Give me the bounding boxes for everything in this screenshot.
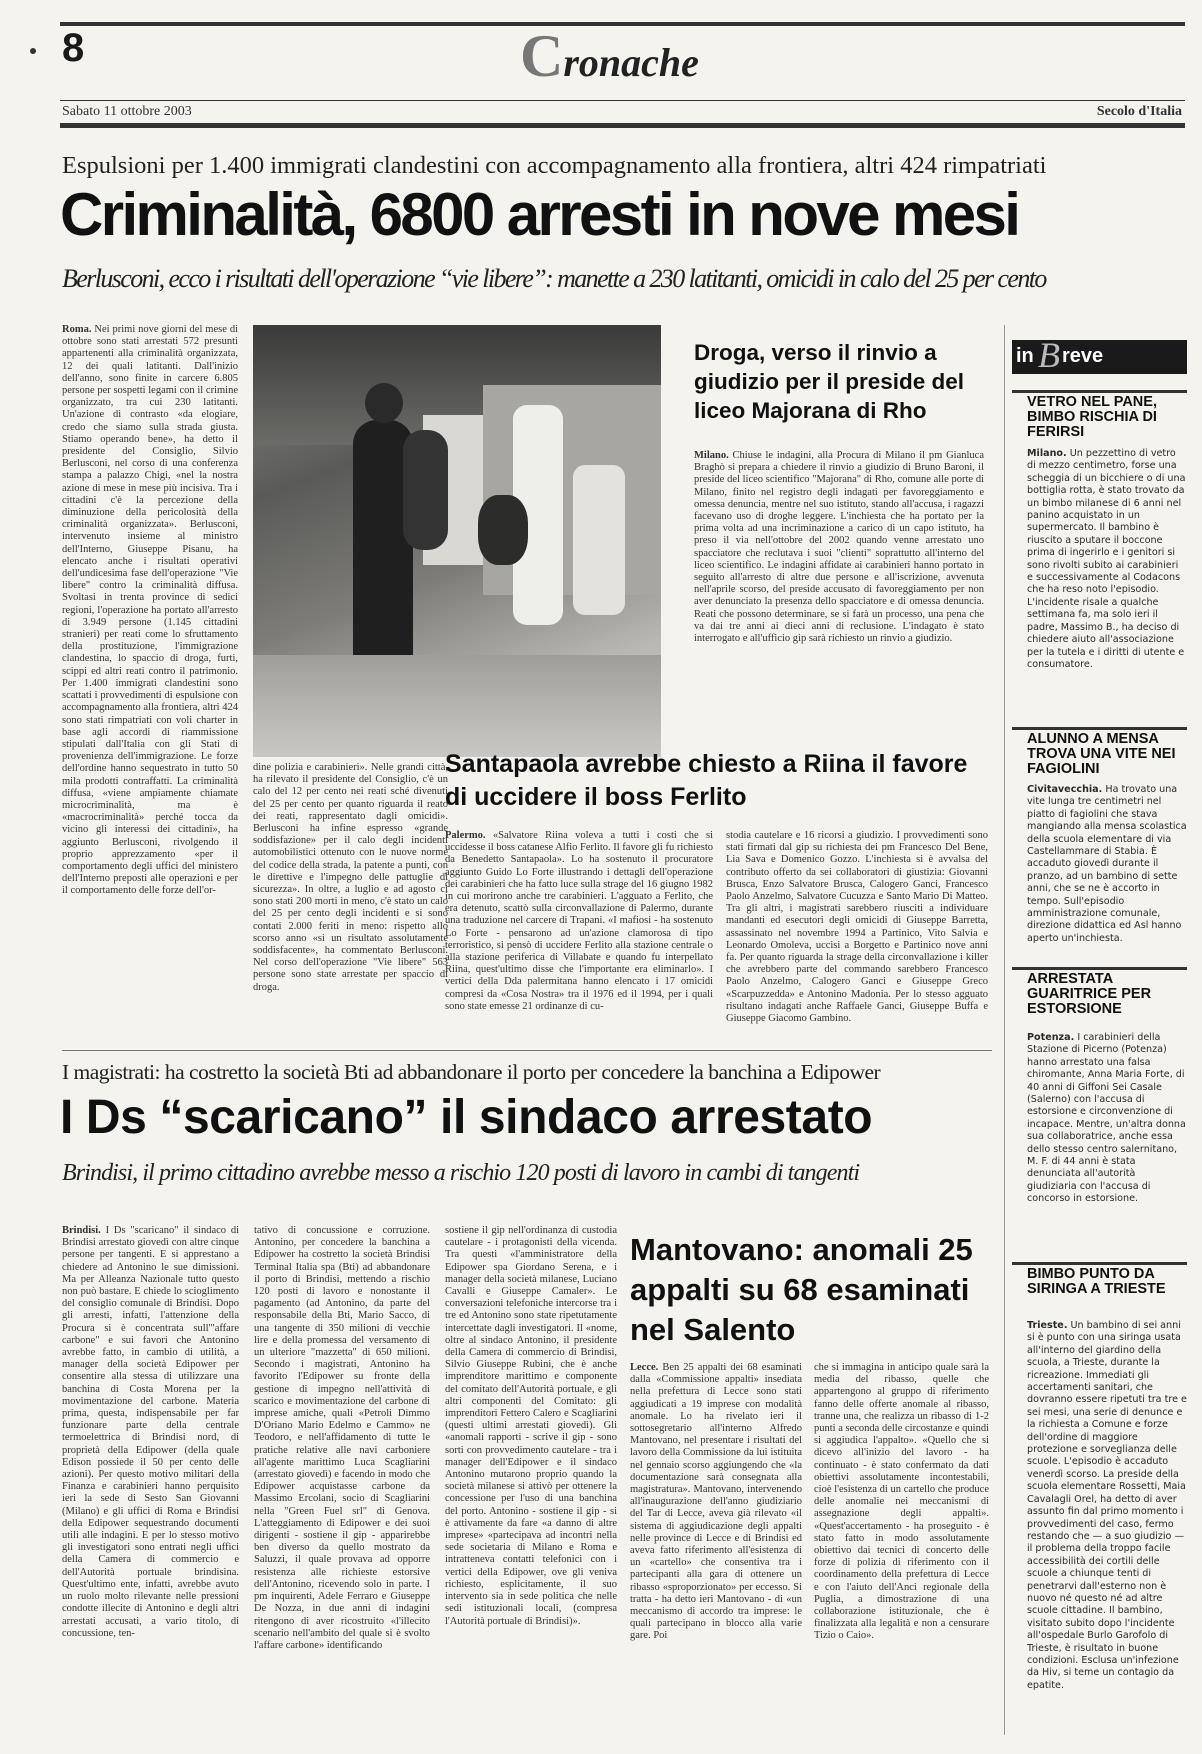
brindisi-column-1: [62, 1225, 239, 1735]
breve-4-body: Un bambino di sei anni si è punto con una siringa usata all'interno del giardino della scuola, a Trieste, durante la ricreazione. Immediati gli accertamenti sanitari, che dovranno essere ripetuti tra tre e sei mesi, una serie di denunce e la richiesta a Comune e forze dell'ordine di maggiore protezione e sorveglianza delle scuole. L'episodio è accaduto venerdì scorso. La preside della scuola elementare Rossetti, Maia Cavalagli Orel, ha detto di aver assunto fin dal primo momento i provvedimenti del caso, fermo restando che — a suo giudizio — il problema della troppo facile accessibilità dei cortili delle scuole a chiunque tenti di penetrarvi dall'esterno non è nuovo né questo né ad altre scuole cittadine. Il bambino, visitato subito dopo l'incidente all'ospedale Burlo Garofolo di Trieste, è risultato in buone condizioni. Esclusa un'infezione da Hiv, si teme un contagio da epatite.: [1027, 1320, 1187, 1691]
santapaola-column-1: [445, 830, 713, 1017]
santapaola-column-2: stodia cautelare e 16 ricorsi a giudizio. I provvedimenti sono stati firmati dal gip su richiesta dei pm Francesco Del Bene, Lia Sava e Domenico Gozzo. L'inchiesta si è avvalsa del contributo offerto da sei collaboratori di giustizia: Giovanni Brusca, Enzo Salvatore Brusca, Calogero Ganci, Francesco Paolo Anzelmo, Salvatore Cucuzza e Santo Mario Di Matteo. Tra gli altri, i magistrati sarebbero riusciti a individuare mandanti ed esecutori degli omicidi di Giuseppe Barretta, assassinato nel novembre 1994 a Partinico, Vito Salvia e Leonardo Omoleva, uccisi a Borgetto e Partinico nove anni fa. Per quanto riguarda la strage della circonvallazione i killer che avrebbero parte del commando sarebbero Francesco Paolo Anzelmo, Calogero Ganci e Giuseppe Greco «Scarpuzzedda» e Antonino Madonia. Per lo stesso agguato risultano indagati anche Raffaele Ganci, Giuseppe Buffa e Giuseppe Giacomo Gambino.: [726, 830, 988, 1025]
inbreve-b: B: [1038, 335, 1060, 375]
inbreve-in: in: [1016, 345, 1034, 367]
mantovano-dateline: Lecce.: [630, 1362, 659, 1373]
mantovano-column-1: [630, 1362, 802, 1735]
lead-kicker: Espulsioni per 1.400 immigrati clandestini con accompagnamento alla frontiera, altri 424 rimpatriati: [62, 152, 1047, 179]
section-title: [520, 22, 699, 91]
mantovano-col1-text: Ben 25 appalti dei 68 esaminati dalla «Commissione appalti» insediata nella prefettura di Lecce sono stati aggiudicati a 19 imprese con modalità anomale. Lo ha rivelato ieri il sottosegretario all'interno Alfredo Mantovano, nel presentare i risultati del lavoro della Commissione da lui istituita nel gennaio scorso aggiungendo che «la documentazione sarà consegnata alla magistratura». Mantovano, intervenendo all'inaugurazione dell'anno giudiziario del Tar di Lecce, aveva già rilevato «il sistema di aggiudicazione degli appalti nelle province di Lecce e di Brindisi ed aveva fatto riferimento all'esistenza di un «cartello» che consentiva tra i partecipanti alla gara di ottenere un ribasso «sproporzionato» per eccesso. Si tratta - ha detto ieri Mantovano - di «un meccanismo di accordo tra imprese: le quali partecipano in blocco alla varie gare. Poi: [630, 1362, 802, 1642]
brindisi-column-2: tativo di concussione e corruzione. Antonino, per concedere la banchina a Edipower ha costretto la società Brindisi Terminal Italia spa (Bti) ad abbandonare il porto di Brindisi, mettendo a rischio 120 posti di lavoro e nonostante il pagamento (ad Antonino, da parte del responsabile della Bti, Mario Sacco, di una tangente di 350 milioni di vecchie lire e della promessa del versamento di un ulteriore "mazzetta" di 650 milioni. Secondo i magistrati, Antonino ha favorito l'Edipower su fronte della gestione di impegno nell'attività di scarico e movimentazione del carbone di imprese amiche, quali «Petroli Dimmo D'Oriano Mario Edelmo e Cammo» ne Teodoro, e nell'affidamento di tutte le pratiche relative alle navi carboniere all'agente marittimo Luca Scagliarini (arrestato giovedì) e facendo in modo che Edipower acquistasse carbone da Massimo Ercolani, socio di Scagliarini nella "Green Fuel srl" di Genova. L'atteggiamento di Edipower e dei suoi dirigenti - sostiene il gip - apparirebbe ben diverso da quello mostrato da Saluzzi, il quale provava ad opporre resistenza alle richieste estorsive dell'Antonino, ricevendo solo in parte. I pm inquirenti, Adele Ferraro e Giuseppe De Nozza, in due anni di indagini ritengono di aver ricostruito «l'illecito scenario nell'ambito del quale si è svolto l'affare carbone» identificando: [254, 1225, 430, 1651]
breve-rule-2: [1012, 727, 1187, 730]
section-initial: C: [520, 23, 564, 89]
inbreve-label: [1012, 335, 1187, 375]
margin-dot: [30, 48, 36, 54]
breve-rule-3: [1012, 967, 1187, 970]
breve-1-title: VETRO NEL PANE, BIMBO RISCHIA DI FERIRSI: [1027, 394, 1157, 440]
brindisi-dateline: Brindisi.: [62, 1225, 101, 1236]
lead-headline: Criminalità, 6800 arresti in nove mesi: [60, 181, 1019, 248]
mantovano-headline: Mantovano: anomali 25 appalti su 68 esaminati nel Salento: [630, 1232, 973, 1347]
breve-3-title: ARRESTATA GUARITRICE PER ESTORSIONE: [1027, 971, 1152, 1017]
brindisi-subhead: Brindisi, il primo cittadino avrebbe messo a rischio 120 posti di lavoro in cambi di tangenti: [62, 1160, 860, 1186]
droga-dateline: Milano.: [694, 450, 729, 461]
breve-4-dateline: Trieste.: [1027, 1320, 1068, 1331]
droga-text: [694, 450, 984, 726]
masthead-name: Secolo d'Italia: [1096, 104, 1182, 119]
lead-column-1: [62, 324, 238, 1014]
santapaola-dateline: Palermo.: [445, 830, 486, 841]
header-mid-rule: [60, 100, 1185, 101]
brindisi-headline: I Ds “scaricano” il sindaco arrestato: [60, 1091, 873, 1144]
breve-1-dateline: Milano.: [1027, 448, 1067, 459]
santapaola-col1-text: «Salvatore Riina voleva a tutti i costi che si uccidesse il boss catanese Alfio Ferlito. Il favore gli fu richiesto da Benedetto Santapaola». Lo ha sostenuto il procuratore aggiunto Guido Lo Forte illustrando i dettagli dell'operazione dei carabinieri che ha fatto luce sulla strage del 16 giugno 1982 in cui morirono anche tre carabinieri. L'agguato a Ferlito, che era detenuto, scattò sulla circonvallazione di Palermo, durante una traduzione nel carcere di Trapani. «I mafiosi - ha sostenuto Lo Forte - pensarono ad un'azione clamorosa di tipo terroristico, si pensò di uccidere Ferlito alla stazione centrale o alla stazione periferica di Villabate e quando fu interpellato Riina, quest'ultimo disse che l'importante era eliminarlo». I vertici della Dda palermitana hanno elencato i 17 omicidi compresi da «Cosa Nostra» tra il 1976 ed il 1994, per i quali sono state emesse 21 ordinanze di cu-: [445, 830, 713, 1012]
police-photo: [253, 325, 661, 757]
lead-subhead: Berlusconi, ecco i risultati dell'operazione “vie libere”: manette a 230 latitanti, omicidi in calo del 25 per cento: [62, 264, 1046, 293]
breve-2-dateline: Civitavecchia.: [1027, 784, 1103, 795]
breve-1-body: Un pezzettino di vetro di mezzo centimetro, forse una scheggia di un bicchiere o di una bottiglia rotta, è stato trovato da un bimbo milanese di 6 anni nel panino acquistato in un supermercato. Il bambino è riuscito a sputare il boccone prima di ingerirlo e i genitori si sono rivolti subito ai carabinieri e successivamente al Codacons che ha reso noto l'episodio. L'incidente risale a qualche settimana fa, ma solo ieri il padre, Massimo B., ha deciso di chiedere aiuto all'associazione per la tutela e i diritti di utente e consumatore.: [1027, 448, 1186, 670]
page-number: 8: [62, 26, 85, 70]
breve-4-text: [1027, 1320, 1187, 1740]
breve-3-text: [1027, 1032, 1187, 1254]
santapaola-headline: Santapaola avrebbe chiesto a Riina il favore di uccidere il boss Ferlito: [445, 750, 968, 811]
breve-divider: [1004, 325, 1005, 1735]
breve-2-body: Ha trovato una vite lunga tre centimetri nel piatto di fagiolini che stava mangiando alla mensa scolastica della scuola elementare di via Castellammare di Stabia. È accaduto giovedì durante il pranzo, ad un bambino di sette anni, che se ne è accorto in tempo. Sull'episodio amministrazione comunale, direzione didattica ed Asl hanno aperto un'inchiesta.: [1027, 784, 1187, 944]
brindisi-top-rule: [62, 1050, 992, 1051]
header-bottom-rule: [60, 123, 1185, 128]
inbreve-rest: reve: [1062, 345, 1104, 367]
brindisi-kicker: I magistrati: ha costretto la società Bti ad abbandonare il porto per concedere la banchina a Edipower: [62, 1060, 881, 1084]
issue-date: Sabato 11 ottobre 2003: [62, 104, 192, 119]
breve-2-title: ALUNNO A MENSA TROVA UNA VITE NEI FAGIOLINI: [1027, 731, 1176, 777]
lead-col1-text: Nei primi nove giorni del mese di ottobre sono stati arrestati 572 presunti appartenenti alla criminalità organizzata, 12 dei quali latitanti. Dall'inizio dell'anno, sono finite in carcere 6.805 persone per sospetti legami con il crimine organizzato, tra cui 230 latitanti. Un'azione di contrasto «da elogiare, credo che siamo sulla strada giusta. Stiamo operando bene», ha detto il presidente del Consiglio, Silvio Berlusconi, nel corso di una conferenza stampa a palazzo Chigi, «nel la nostra azione di mese in mese più incisiva. Tra i cittadini c'è la percezione della diminuzione della pericolosità della criminalità organizzata». Berlusconi, intervenuto insieme al ministro dell'Interno, Giuseppe Pisanu, ha elencato anche i risultati operativi dell'undicesima fase dell'operazione "Vie libere" contro la criminalità diffusa. Svoltasi in trenta province di sedici regioni, l'operazione ha portato all'arresto di 3.949 persone (1.145 cittadini stranieri) per reati come lo sfruttamento della prostituzione, l'immigrazione clandestina, lo spaccio di droga, furti, scippi ed altri reati contro il patrimonio. Per 1.400 immigrati clandestini sono scattati i provvedimenti di espulsione con accompagnamento alla frontiera, altri 424 sono stati rimpatriati con voli charter in base agli accordi di riammissione stipulati dall'Italia con gli Stati di provenienza dell'immigrazione. Le forze dell'ordine hanno sequestrato in tutto 50 mila prodotti contraffatti. La criminalità diffusa, «viene ampiamente chiamate microcriminalità, ma è «macrocriminalità» perché tocca da vicino gli interessi dei cittadini», ha aggiunto Berlusconi, rivolgendo il proprio apprezzamento «per il comportamento degli uffici del ministero dell'Interno preposti alle operazioni e per il comportamento delle forze dell'or-: [62, 324, 238, 897]
droga-body: Chiuse le indagini, alla Procura di Milano il pm Gianluca Braghò si prepara a chiedere il rinvio a giudizio di Bruno Baroni, il preside del liceo scientifico "Majorana" di Rho, comune alle porte di Milano, finito nel registro degli indagati per favoreggiamento e omessa denuncia, mentre nel suo istituto, stando all'accusa, i ragazzi facevano uso di droghe leggere. L'inchiesta che ha portato per la prima volta ad una incriminazione a carico di un capo istituto, ha preso il via nell'ottobre del 2002 quando venne arrestato uno spacciatore che reclutava i suoi "clienti" soprattutto all'interno del liceo scientifico. Le indagini affidate ai carabinieri hanno portato in seguito all'arresto di altre due persone e all'iscrizione, avvenuta nell'aprile scorso, del preside accusato di favoreggiamento per non aver denunciato la presenza dello spacciatore e di omessa denuncia. Reati che possono determinare, se si farà un processo, una pena che va dai tre anni ai dieci anni di reclusione. L'indagato è stato interrogato e all'ufficio gip sarà richiesto un rinvio a giudizio.: [694, 450, 984, 645]
mantovano-column-2: che si immagina in anticipo quale sarà la media del ribasso, quelle che appartengono al gruppo di riferimento fanno delle offerte anomale al ribasso, tranne una, che realizza un ribasso di 1-2 punti a seconda delle circostanze e quindi si aggiudica l'appalto». «Quello che si dicevo all'inizio del lavoro - ha continuato - è stato confermato da dati obiettivi assolutamente incontestabili, cioè l'esistenza di un cartello che produce delle anomalie nei meccanismi di assegnazione degli appalti». «Quest'accertamento - ha proseguito - è stato fatto in modo assolutamente obiettivo dai tecnici di concerto delle forze di polizia di riferimento con il coordinamento della prefettura di Lecce e con l'aiuto dell'Anci regionale della Puglia, a dimostrazione di una collaborazione istituzionale, che è finalizzata alla legalità e non a censurare Tizio o Caio».: [814, 1362, 989, 1642]
breve-rule-4: [1012, 1262, 1187, 1265]
breve-1-text: [1027, 448, 1187, 716]
section-rest: ronache: [563, 40, 699, 85]
brindisi-col1-text: I Ds "scaricano" il sindaco di Brindisi arrestato giovedì con altre cinque persone per tangenti. E si apprestano a chiedere ad Antonino le sue dimissioni. Ma per Alleanza Nazionale tutto questo non può bastare. E chiede lo scioglimento del consiglio comunale di Brindisi. Dopo gli arresti, infatti, l'attenzione della Procura si è concentrata sull'"affare carbone" e sui favori che Antonino avrebbe fatto, in cambio di utilità, a manager della società Edipower per consentire alla stessa di utilizzare una banchina di Costa Morena per la movimentazione del carbone. Materia prima, questa, indispensabile per far funzionare parte della centrale termoelettrica di Brindisi nord, di proprietà della Edipower (della quale Edison possiede il 50 per cento delle azioni). Per questo motivo militari della Finanza e carabinieri hanno perquisito ieri la sede di Sesto San Giovanni (Milano) e gli uffici di Roma e Brindisi della Edipower sequestrando documenti utili alle indagini. E per lo stesso motivo gli investigatori sono entrati negli uffici della Camera di commercio e dell'Autorità portuale brindisina. Quest'ultimo ente, infatti, avrebbe avuto un ruolo molto rilevante nelle pressioni condotte illecite di Antonino e degli altri arrestati accusati, a vario titolo, di concussione, ten-: [62, 1225, 239, 1639]
brindisi-column-3: sostiene il gip nell'ordinanza di custodia cautelare - i protagonisti della vicenda. Tra questi «l'amministratore della Edipower spa Giordano Serena, e i manager della società milanese, Luciano Cavalli e Giuseppe Camaler». Le conversazioni telefoniche intercorse tra i tre ed Antonino sono state ripetutamente intercettate dagli investigatori. Il «nome, oltre al sindaco Antonino, il presidente della Camera di commercio di Brindisi, Silvio Giuseppe Rubini, che è anche imprenditore marittimo e componente del comitato dell'Autorità portuale, e gli altri componenti del Comitato: gli imprenditori Fettero Calero e Scagliarini (questi ultimi arrestati giovedì). Gli «anomali rapporti - scrive il gip - sono sorti con provvedimento cautelare - tra i manager dell'Edipower e il sindaco Antonino mutarono proprio quando la società milanese si attivò per ottenere la concessione per l'uso di una banchina del porto. Antonino - sostiene il gip - si è attivamente da fare «a danno di altre imprese» «partecipava ad incontri nella sede societaria di Milano e Roma e intratteneva contatti telefonici con i vertici della Edipower, ove gli veniva richiesto, esplicitamente, il suo intervento sia in sede politica che nelle sedi istituzionali locali, (compresa l'Autorità portuale di Brindisi)».: [445, 1225, 617, 1627]
breve-4-title: BIMBO PUNTO DA SIRINGA A TRIESTE: [1027, 1266, 1166, 1297]
droga-headline: Droga, verso il rinvio a giudizio per il preside del liceo Majorana di Rho: [694, 340, 965, 423]
breve-3-body: I carabinieri della Stazione di Picerno (Potenza) hanno arrestato una falsa chiromante, Anna Maria Forte, di 40 anni di Giffoni Sei Casale (Salerno) con l'accusa di estorsione e circonvenzione di incapace. Mentre, un'altra donna sua collaboratrice, anche essa dello stesso centro salernitano, M. F. di 44 anni è stata denunciata all'autorità giudiziaria con l'accusa di concorso in estorsione.: [1027, 1032, 1186, 1205]
lead-dateline: Roma.: [62, 324, 92, 335]
breve-3-dateline: Potenza.: [1027, 1032, 1075, 1043]
breve-rule-1: [1012, 390, 1187, 393]
lead-column-2: dine polizia e carabinieri». Nelle grandi città, ha rilevato il presidente del Consiglio, c'è un calo del 12 per cento nei reati sché divenuti del 25 per cento per quanto riguarda il reato dei reati, rappresentato dagli omicidi». Berlusconi ha infine espresso «grande soddisfazione» per il calo degli incidenti automobilistici ottenuto con le nuove norme del codice della strada, la patente a punti, con le direttive e l'impegno delle pattuglie di sicurezza». In oltre, a luglio e ad agosto ci sono stati 200 morti in meno, c'è stato un calo del 25 per cento degli incidenti e si sono contati 2.000 feriti in meno: rispetto allo scorso anno «si un risultato assolutamente soddisfacente», ha commentato Berlusconi. Nel corso dell'operazione "Vie libere" 563 persone sono state arrestate per spaccio di droga.: [253, 762, 448, 993]
breve-2-text: [1027, 784, 1187, 960]
